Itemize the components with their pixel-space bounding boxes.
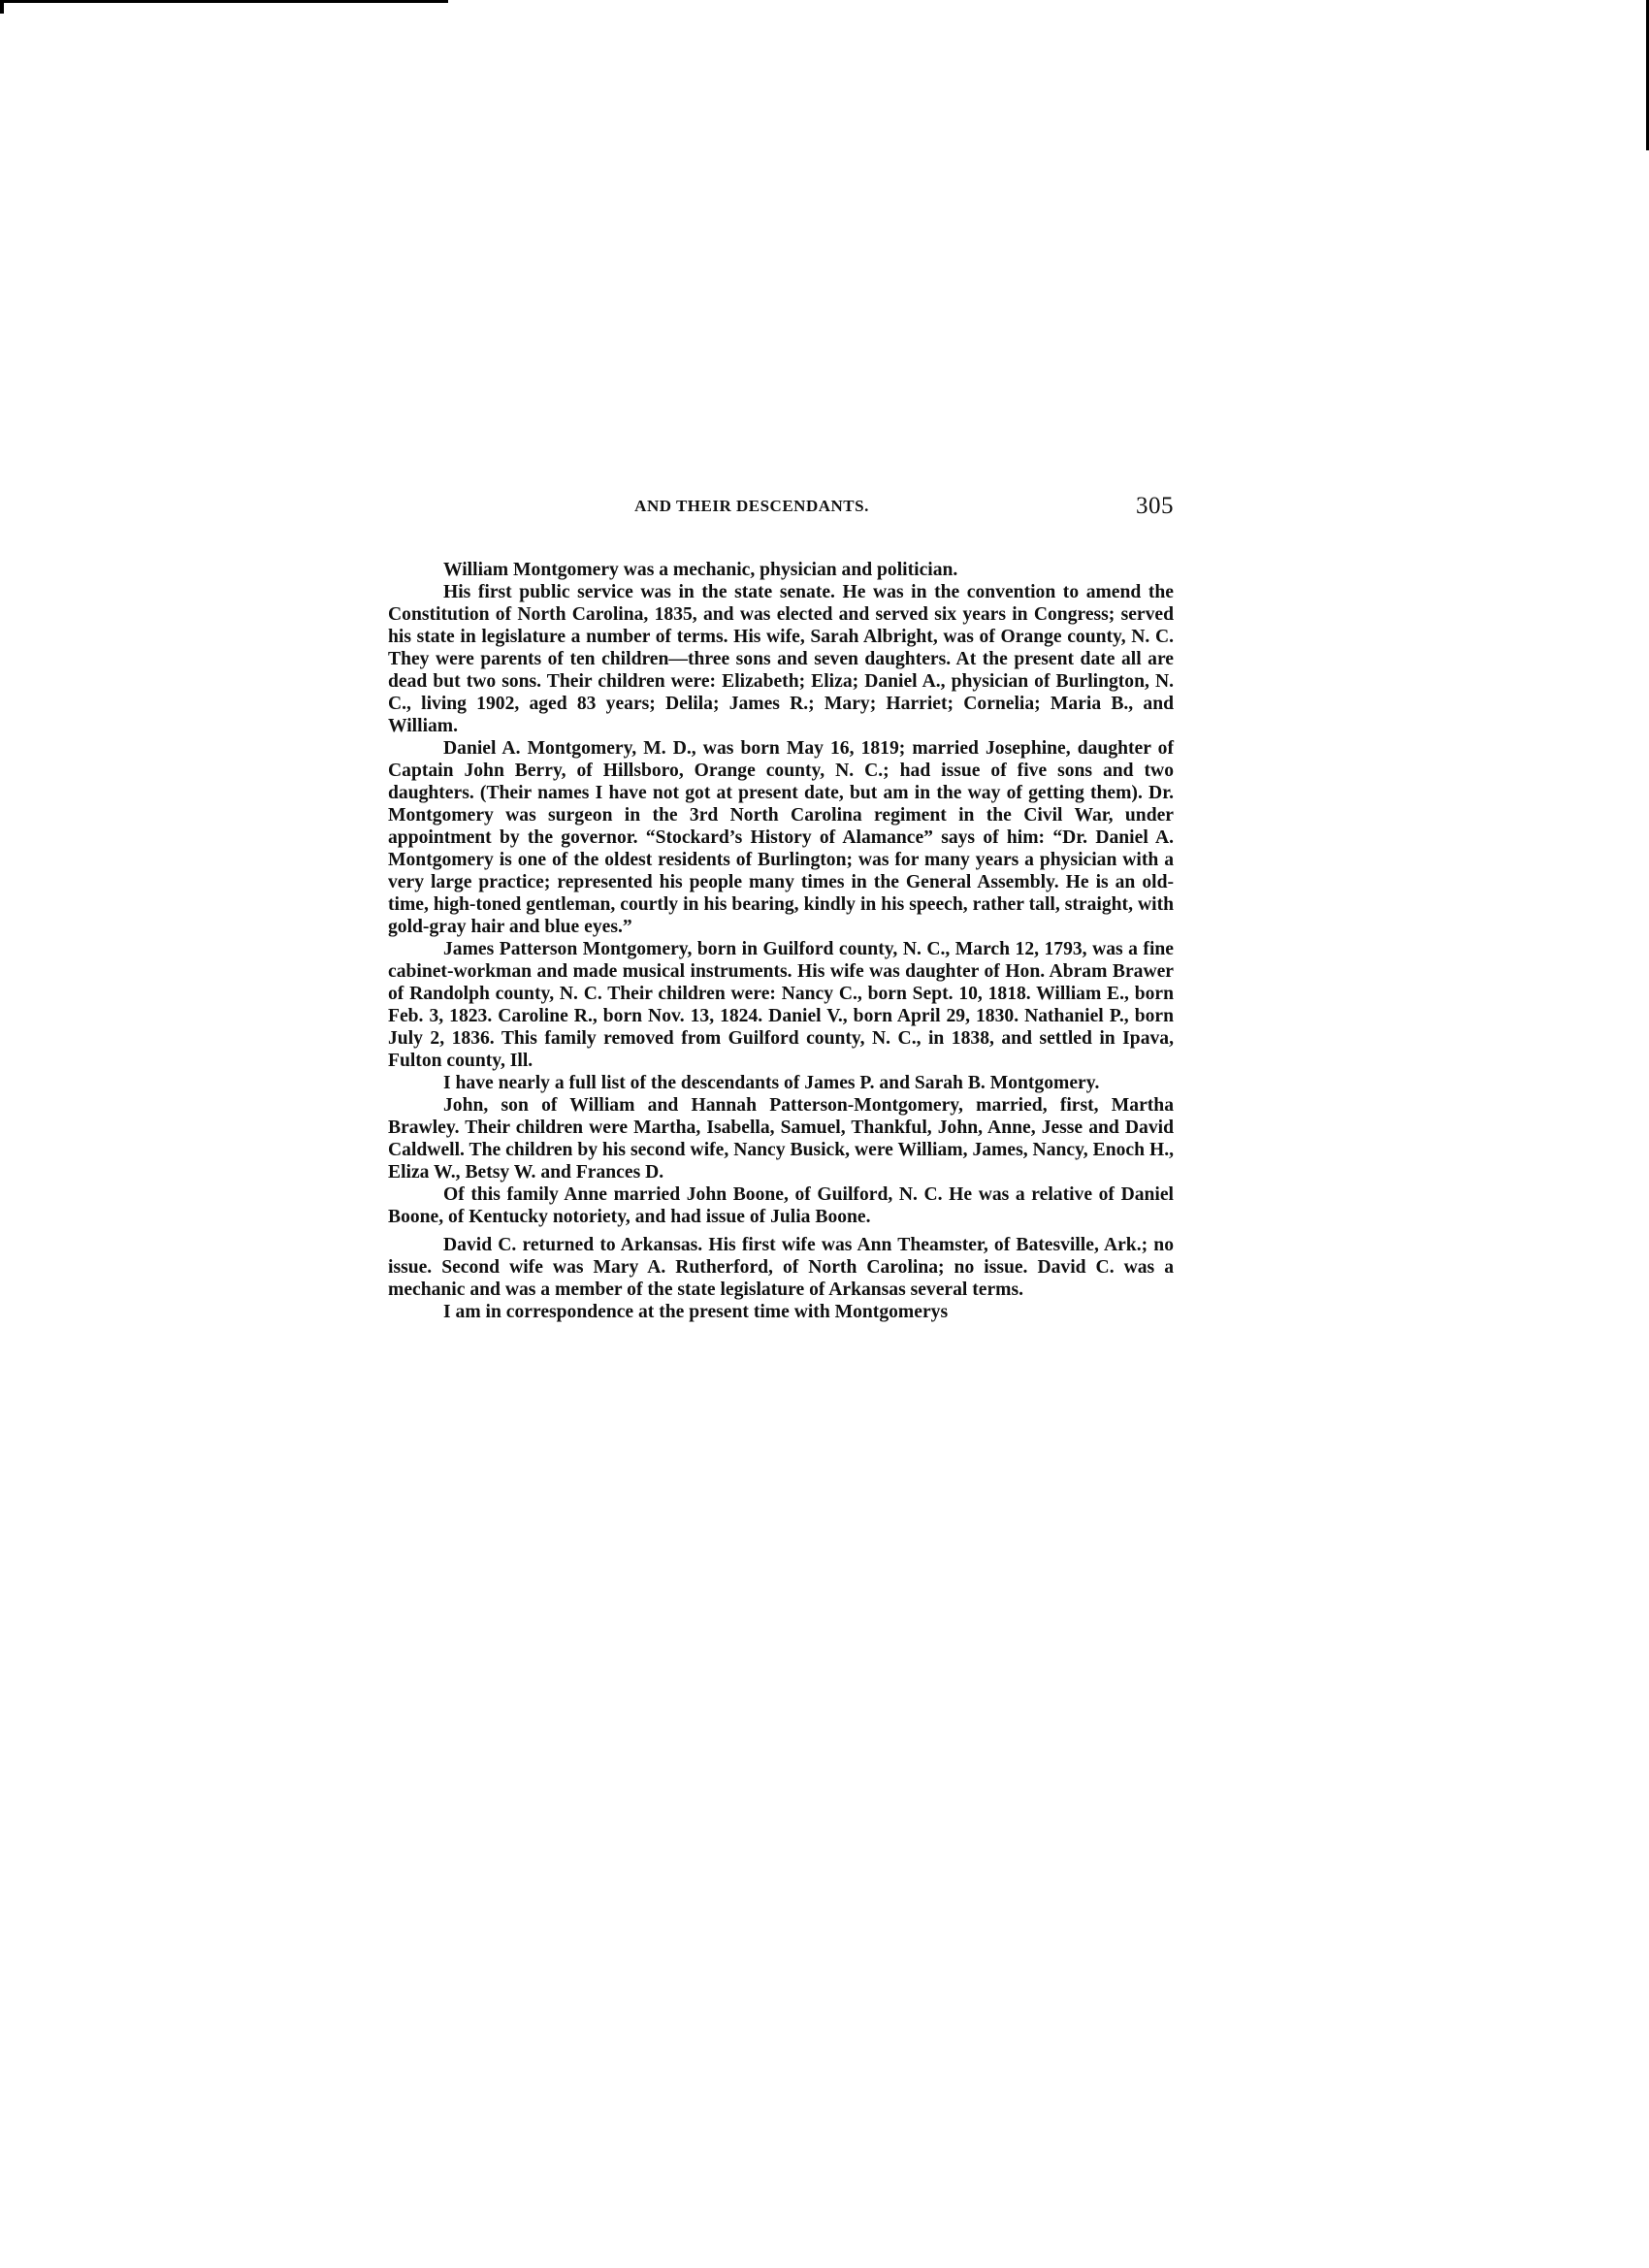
body-text xyxy=(388,559,1174,1323)
paragraph-david-c: David C. returned to Arkansas. His first wife was Ann Theamster, of Batesville, Ark.; no issue. Second wife was Mary A. Rutherford, of North Carolina; no issue. David C. was a mechanic and was a member of the state legislature of Arkansas several terms. xyxy=(388,1235,1174,1300)
paragraph-william-montgomery-intro: William Montgomery was a mechanic, physician and politician. xyxy=(443,560,958,580)
paragraph-correspondence: I am in correspondence at the present time with Montgomerys xyxy=(443,1302,949,1322)
book-page xyxy=(388,493,1174,1323)
paragraph-james-patterson-montgomery: James Patterson Montgomery, born in Guilford county, N. C., March 12, 1793, was a fine cabinet-workman and made musical instruments. His wife was daughter of Hon. Abram Brawer of Randolph county, N. C. Their children were: Nancy C., born Sept. 10, 1818. William E., born Feb. 3, 1823. Caroline R., born Nov. 13, 1824. Daniel V., born April 29, 1830. Nathaniel P., born July 2, 1836. This family removed from Guilford county, N. C., in 1838, and settled in Ipava, Fulton county, Ill. xyxy=(388,939,1174,1071)
paragraph-john-montgomery: John, son of William and Hannah Patterson-Montgomery, married, first, Martha Brawley. Their children were Martha, Isabella, Samuel, Thankful, John, Anne, Jesse and David Caldwell. The children by his second wife, Nancy Busick, were William, James, Nancy, Enoch H., Eliza W., Betsy W. and Frances D. xyxy=(388,1095,1174,1183)
paragraph-william-public-service: His first public service was in the state senate. He was in the convention to amend the Constitution of North Carolina, 1835, and was elected and served six years in Congress; served his state in legislature a number of terms. His wife, Sarah Albright, was of Orange county, N. C. They were parents of ten children—three sons and seven daughters. At the present date all are dead but two sons. Their children were: Elizabeth; Eliza; Daniel A., physician of Burlington, N. C., living 1902, aged 83 years; Delila; James R.; Mary; Harriet; Cornelia; Maria B., and William. xyxy=(388,582,1174,736)
paragraph-daniel-a-montgomery: Daniel A. Montgomery, M. D., was born May 16, 1819; married Josephine, daughter of Captain John Berry, of Hillsboro, Orange county, N. C.; had issue of five sons and two daughters. (Their names I have not got at present date, but am in the way of getting them). Dr. Montgomery was surgeon in the 3rd North Carolina regiment in the Civil War, under appointment by the governor. “Stockard’s History of Alamance” says of him: “Dr. Daniel A. Montgomery is one of the oldest residents of Burlington; was for many years a physician with a very large practice; represented his people many times in the General Assembly. He is an old-time, high-toned gentleman, courtly in his bearing, kindly in his speech, rather tall, straight, with gold-gray hair and blue eyes.” xyxy=(388,738,1174,937)
page-number: 305 xyxy=(1136,493,1174,519)
paragraph-anne-boone: Of this family Anne married John Boone, of Guilford, N. C. He was a relative of Daniel Boone, of Kentucky notoriety, and had issue of Julia Boone. xyxy=(388,1184,1174,1227)
running-head xyxy=(388,493,1174,535)
scan-edge-top-line xyxy=(0,0,448,3)
paragraph-descendants-list-note: I have nearly a full list of the descendants of James P. and Sarah B. Montgomery. xyxy=(443,1073,1100,1093)
scan-edge-corner-mark xyxy=(0,0,4,14)
running-title: AND THEIR DESCENDANTS. xyxy=(634,497,869,515)
